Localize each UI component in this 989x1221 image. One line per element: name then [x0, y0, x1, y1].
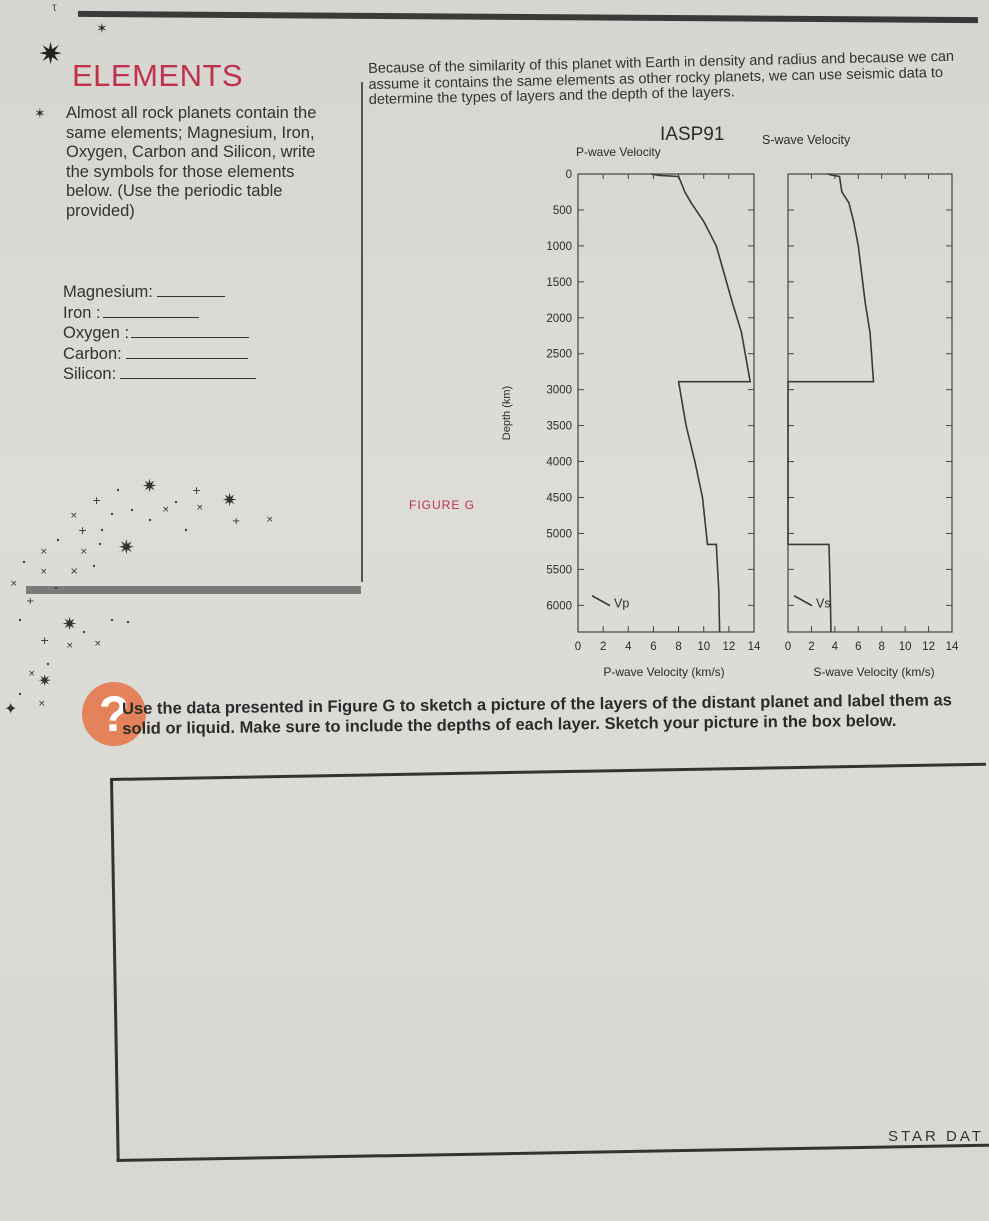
svg-text:×: ×	[38, 699, 46, 709]
svg-text:×: ×	[70, 566, 79, 577]
svg-text:✷: ✷	[222, 490, 238, 511]
svg-text:×: ×	[40, 547, 48, 557]
answer-blank[interactable]	[103, 303, 199, 318]
svg-text:×: ×	[196, 503, 204, 513]
y-tick-label: 2000	[546, 312, 572, 325]
field-label: Carbon:	[63, 344, 122, 363]
corner-mark: τ	[52, 0, 57, 14]
list-item	[63, 303, 256, 324]
question-mark: ?	[98, 686, 130, 742]
svg-text:+: +	[92, 494, 102, 507]
sketch-prompt: Use the data presented in Figure G to sketch a picture of the layers of the distant planet and label them as solid or liquid. Make sure to include the depths of each layer. Sketch your picture in the box below.	[122, 691, 952, 738]
s-plot-frame	[788, 174, 952, 632]
y-tick-label: 2500	[546, 348, 572, 361]
p-x-tick-label: 6	[650, 641, 657, 653]
svg-text:×: ×	[40, 567, 48, 577]
element-symbol-list	[63, 282, 256, 385]
y-tick-label: 5500	[546, 564, 572, 577]
answer-blank[interactable]	[126, 344, 248, 359]
y-tick-label: 3500	[546, 420, 572, 433]
svg-text:×: ×	[28, 669, 36, 679]
y-tick-label: 1000	[546, 240, 572, 253]
answer-blank[interactable]	[157, 282, 225, 297]
column-divider	[361, 82, 363, 582]
s-legend-line	[794, 596, 812, 606]
figure-label: FIGURE G	[409, 498, 476, 512]
svg-text:+: +	[78, 524, 88, 537]
p-x-tick-label: 4	[625, 641, 632, 653]
intro-paragraph: Because of the similarity of this planet with Earth in density and radius and because we can assume it contains the same elements as other rocky planets, we can use seismic data to determine the types of layers and the depth of the layers.	[367, 48, 955, 109]
svg-text:+: +	[26, 596, 35, 607]
svg-text:×: ×	[80, 547, 88, 557]
svg-text:+: +	[40, 634, 50, 647]
y-tick-label: 4500	[546, 492, 572, 505]
svg-text:✷: ✷	[62, 614, 78, 635]
s-x-tick-label: 0	[784, 641, 792, 653]
bullet-star-icon: ✶	[34, 105, 46, 121]
answer-blank[interactable]	[131, 323, 249, 338]
p-legend-label: Vp	[614, 596, 630, 611]
star-icon: ✷	[38, 38, 64, 71]
p-x-tick-label: 2	[599, 641, 607, 653]
star-icon: ✶	[96, 20, 108, 36]
p-x-tick-label: 0	[574, 641, 582, 653]
p-plot-frame	[578, 174, 754, 632]
list-item	[63, 344, 256, 365]
s-x-tick-label: 10	[898, 641, 912, 653]
s-x-tick-label: 4	[831, 641, 839, 653]
svg-text:✦: ✦	[4, 699, 18, 718]
s-x-tick-label: 14	[945, 641, 959, 653]
p-x-tick-label: 12	[722, 641, 736, 653]
depth-axis-label: Depth (km)	[501, 385, 513, 441]
y-tick-label: 5000	[546, 528, 572, 541]
s-x-tick-label: 6	[855, 641, 862, 653]
s-x-tick-label: 2	[808, 641, 815, 653]
svg-text:×: ×	[94, 639, 102, 649]
instructions-text: Almost all rock planets contain the same elements; Magnesium, Iron, Oxygen, Carbon and Silicon, write the symbols for those elements below. (Use the periodic table provided)	[66, 104, 317, 220]
list-item	[63, 282, 256, 303]
field-label: Iron :	[63, 303, 101, 322]
svg-text:+: +	[192, 484, 202, 497]
y-tick-label: 6000	[546, 600, 572, 613]
s-x-tick-label: 8	[878, 641, 885, 653]
svg-text:✷: ✷	[38, 671, 52, 690]
s-legend-label: Vs	[816, 596, 831, 611]
field-label: Oxygen :	[63, 324, 130, 342]
section-title: ELEMENTS	[72, 58, 244, 93]
p-legend-line	[592, 596, 610, 606]
svg-text:×: ×	[266, 515, 274, 525]
p-velocity-line	[651, 174, 750, 632]
y-tick-label: 1500	[546, 276, 572, 289]
p-x-tick-label: 14	[747, 641, 761, 653]
y-tick-label: 4000	[546, 456, 572, 469]
p-x-tick-label: 10	[697, 641, 711, 653]
field-label: Magnesium:	[63, 283, 153, 301]
svg-text:×: ×	[66, 641, 74, 651]
brand-footer: STAR DAT	[888, 1128, 984, 1145]
list-item	[63, 323, 256, 344]
s-wave-axis-label: S-wave Velocity (km/s)	[813, 665, 935, 679]
svg-text:✷: ✷	[118, 535, 135, 559]
s-velocity-line	[788, 174, 874, 632]
y-tick-label: 3000	[546, 384, 572, 397]
y-tick-label: 0	[565, 169, 572, 181]
svg-text:×: ×	[70, 511, 78, 521]
model-title: IASP91	[660, 124, 725, 145]
star-field-decoration	[0, 470, 320, 730]
svg-text:+: +	[232, 516, 241, 527]
list-item	[63, 364, 256, 385]
svg-text:×: ×	[162, 505, 170, 515]
p-x-tick-label: 8	[675, 641, 682, 653]
s-x-tick-label: 12	[922, 641, 935, 653]
field-label: Silicon:	[63, 365, 117, 383]
p-wave-chart-title: P-wave Velocity	[576, 145, 661, 159]
answer-blank[interactable]	[120, 364, 256, 379]
p-wave-axis-label: P-wave Velocity (km/s)	[603, 665, 725, 679]
svg-text:✷: ✷	[142, 476, 158, 497]
svg-text:×: ×	[10, 579, 18, 589]
elements-instructions	[34, 104, 336, 221]
seismic-velocity-chart	[490, 118, 980, 688]
s-wave-chart-title: S-wave Velocity	[762, 133, 851, 147]
sketch-answer-box[interactable]	[110, 763, 989, 1162]
y-tick-label: 500	[552, 204, 572, 217]
